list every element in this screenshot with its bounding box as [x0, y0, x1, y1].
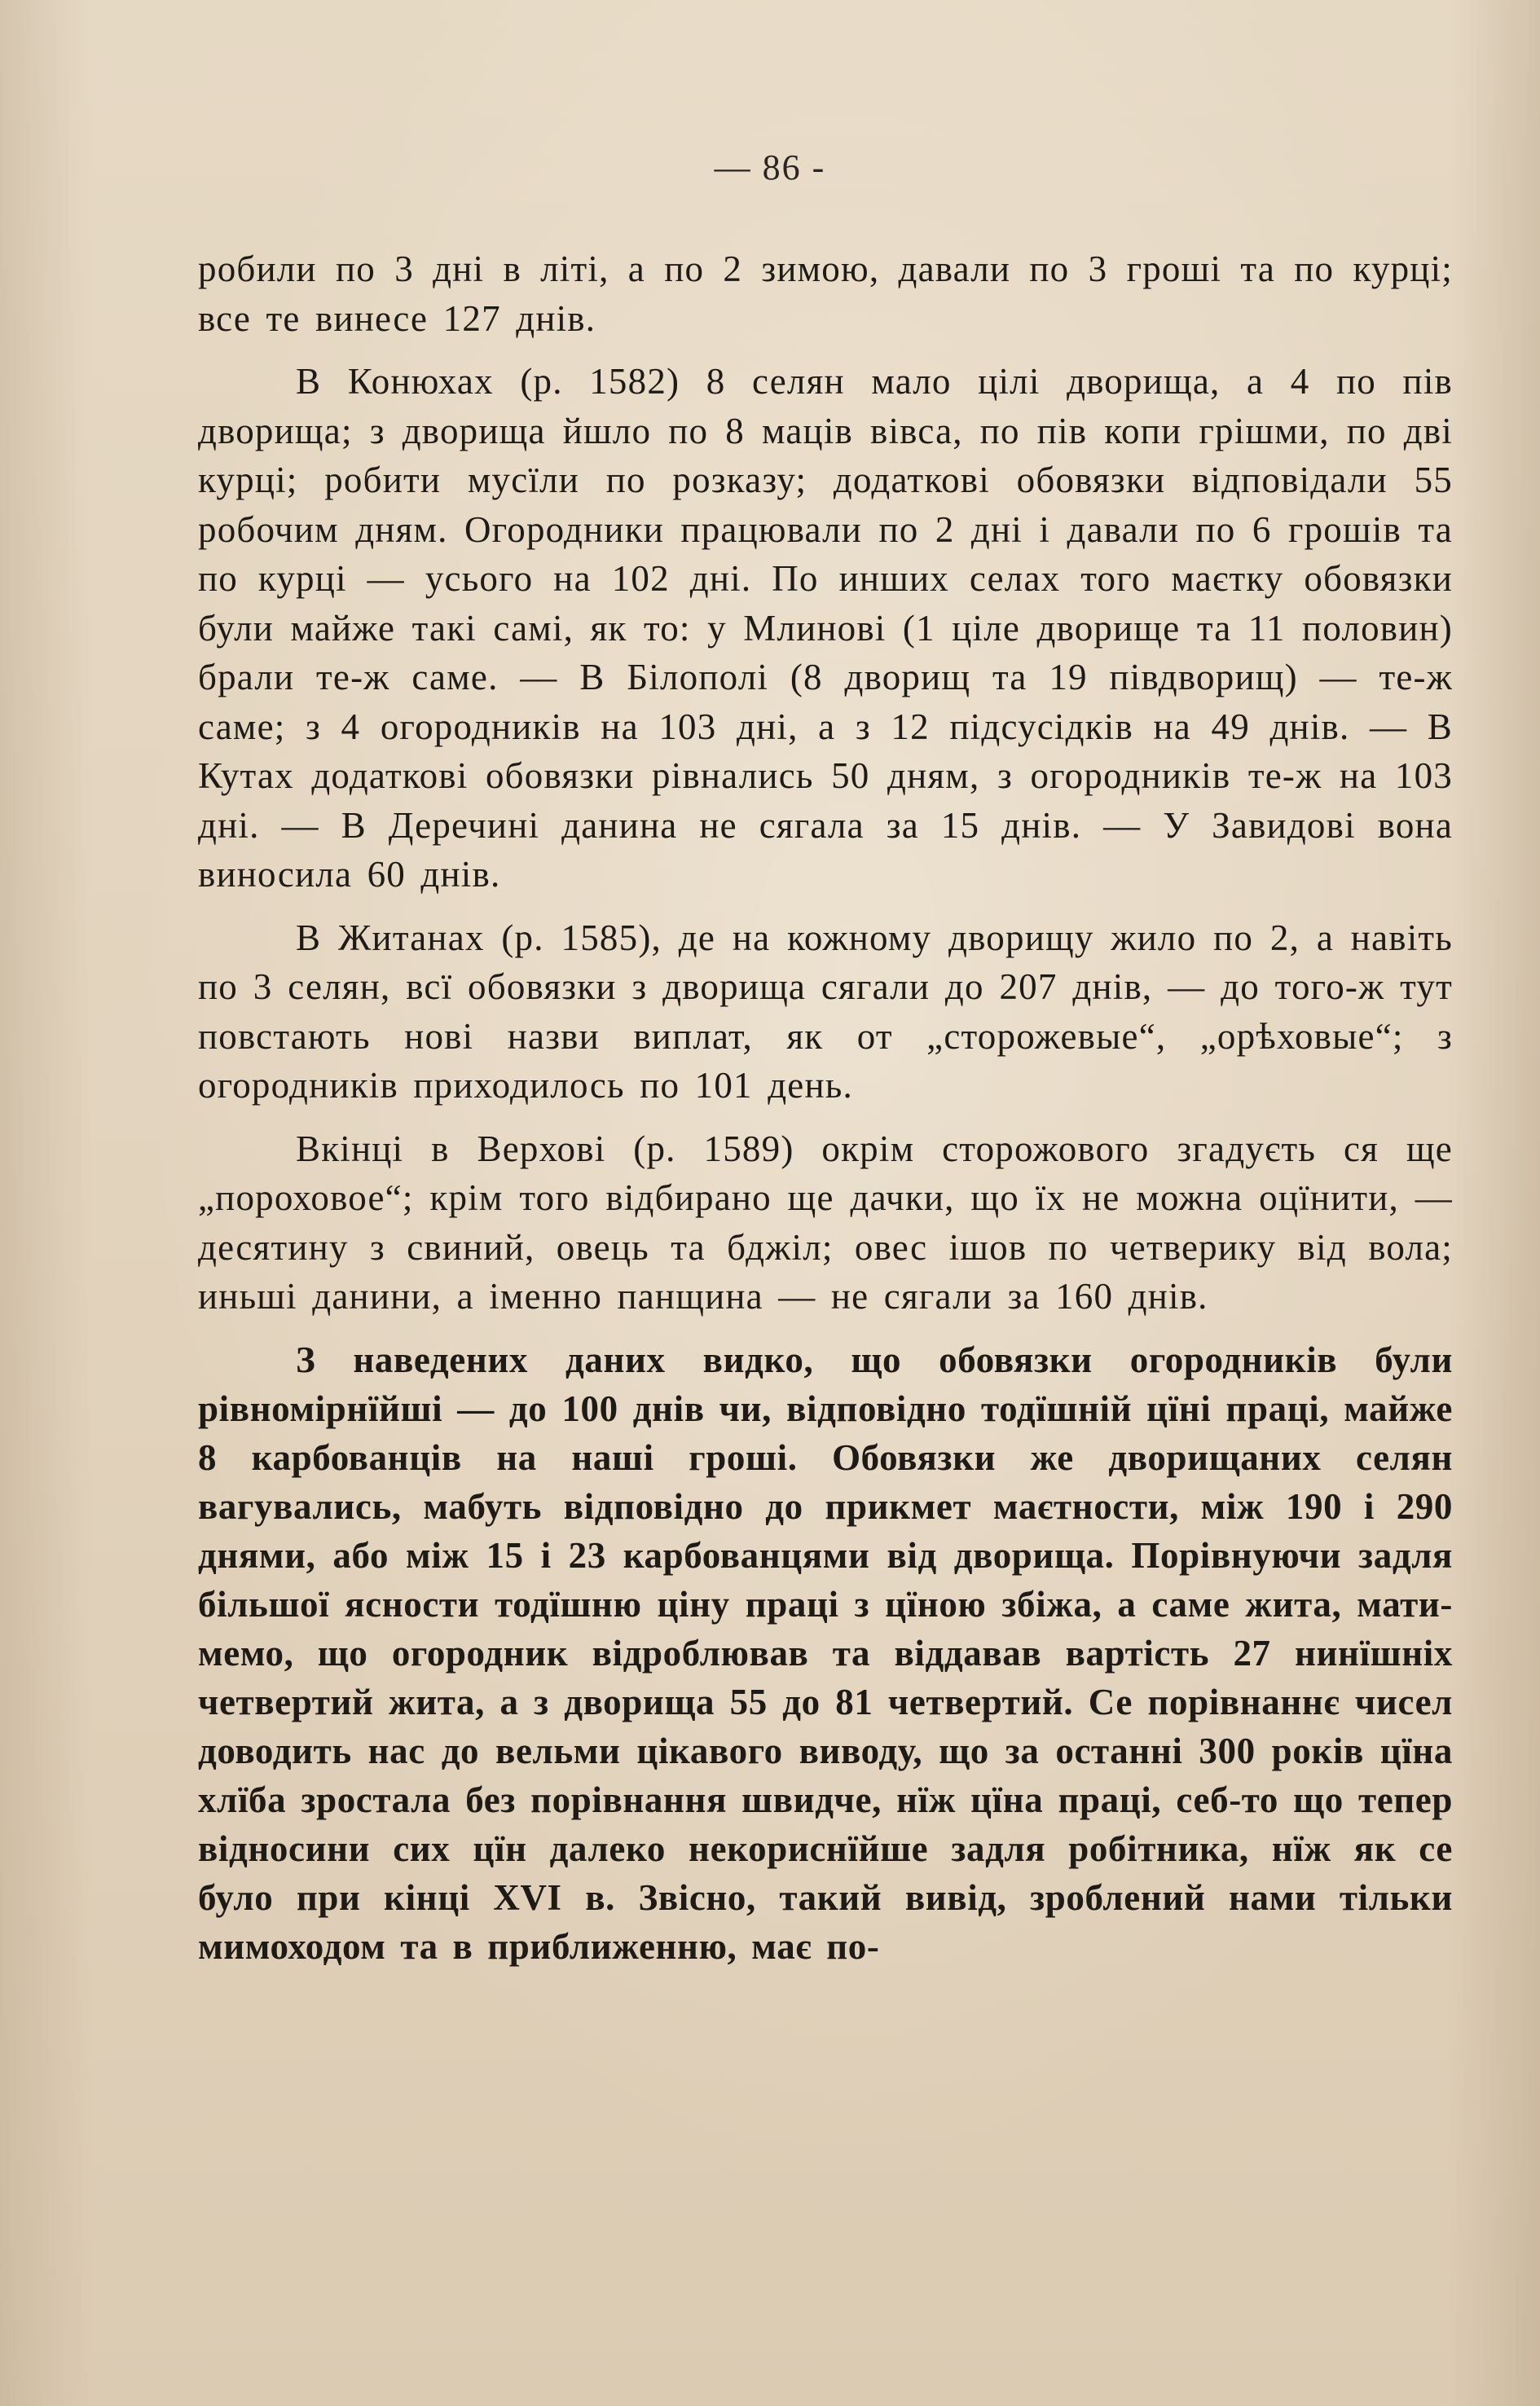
- paragraph-konyukhy: В Конюхах (р. 1582) 8 селян мало цілі дворища, а 4 по пів дворища; з дворища йшло по 8 маців вівса, по пів копи грішми, по дві курці; робити мусїли по розказу; додаткові обовязки відповідали 55 робочим дням. Огородники працювали по 2 дні і давали по 6 грошів та по курці — усього на 102 дні. По инших селах того маєтку обовязки були майже такі самі, як то: у Млинові (1 ціле дворище та 11 половин) брали те-ж саме. — В Білополі (8 дворищ та 19 півдворищ) — те-ж саме; з 4 огородників на 103 дні, а з 12 підсусідків на 49 днів. — В Кутах додаткові обовязки рівнались 50 дням, з огородників те-ж на 103 дні. — В Деречині данина не сягала за 15 днів. — У Завидові вона виносила 60 днів.: [198, 361, 1453, 895]
- page-number: — 86 -: [714, 147, 826, 187]
- body-text: [198, 244, 1453, 1971]
- paragraph-continuation: робили по 3 дні в літі, а по 2 зимою, давали по 3 гроші та по курці; все те винесе 127 днів.: [198, 249, 1453, 339]
- paragraph-verkhovo: Вкінці в Верхові (р. 1589) окрім сторожового згадуєть ся ще „пороховое“; крім того відбирано ще дачки, що їх не можна оцїнити, — десятину з свиний, овець та бджіл; овес ішов по четверику від вола; иньші данини, а іменно панщина — не сягали за 160 днів.: [198, 1128, 1453, 1317]
- paragraph-zhytany: В Житанах (р. 1585), де на кожному дворищу жило по 2, а навіть по 3 селян, всї обовязки з дворища сягали до 207 днів, — до того-ж тут повстають нові назви виплат, як от „сторожевые“, „орѣховые“; з огородників приходилось по 101 день.: [198, 917, 1453, 1106]
- paragraph-conclusion: З наведених даних видко, що обовязки огородників були рівномірнїйші — до 100 днів чи, відповідно тодїшній цїні праці, майже 8 карбованців на наші гроші. Обовязки же дворищаних селян вагувались, мабуть відповідно до прикмет маєтности, між 190 і 290 днями, або між 15 і 23 карбованцями від дворища. Порівнуючи задля більшої ясности тодїшню ціну праці з цїною збіжа, а саме жита, мати-мемо, що огородник відроблював та віддавав вартість 27 нинїшніх четвертий жита, а з дворища 55 до 81 четвертий. Се порівнаннє чисел доводить нас до вельми цікавого виводу, що за останні 300 років цїна хлїба зростала без порівнання швидче, нїж цїна праці, себ-то що тепер відносини сих цїн далеко некориснїйше задля робітника, нїж як се було при кінці XVI в. Звісно, такий вивід, зроблений нами тільки мимоходом та в приближенню, має по-: [198, 1339, 1453, 1967]
